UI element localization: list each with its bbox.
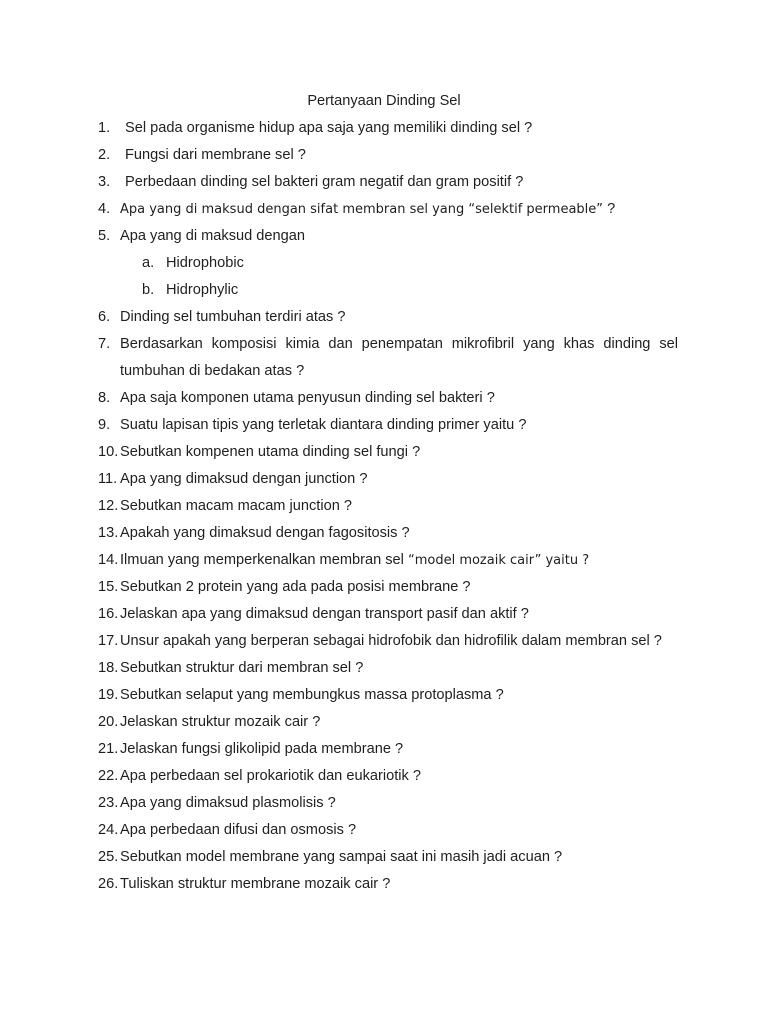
list-item — [98, 439, 678, 466]
item-number: 7. — [98, 336, 111, 352]
item-number: 13. — [98, 525, 119, 541]
list-item — [98, 871, 678, 898]
item-number: 14. — [98, 552, 119, 568]
item-text-quote: “model mozaik cair” yaitu ? — [407, 553, 590, 568]
item-text: Apa saja komponen utama penyusun dinding sel bakteri ? — [120, 390, 495, 406]
item-text: Unsur apakah yang berperan sebagai hidrofobik dan hidrofilik dalam membran sel ? — [120, 633, 662, 649]
item-text: Apa yang di maksud dengan sifat membran sel yang “selektif permeable” — [120, 202, 604, 217]
item-number: 25. — [98, 849, 119, 865]
item-number: 5. — [98, 228, 111, 244]
item-text: Jelaskan fungsi glikolipid pada membrane ? — [120, 741, 404, 757]
item-number: 16. — [98, 606, 119, 622]
item-text: Apa perbedaan sel prokariotik dan eukariotik ? — [120, 768, 421, 784]
sub-list-item — [98, 277, 678, 304]
list-item — [98, 520, 678, 547]
sub-item-text: Hidrophobic — [166, 255, 244, 271]
list-item — [98, 763, 678, 790]
list-item — [98, 601, 678, 628]
list-item — [98, 493, 678, 520]
item-number: 12. — [98, 498, 119, 514]
list-item — [98, 142, 678, 169]
item-text: Apa yang di maksud dengan — [120, 228, 305, 244]
item-text: Dinding sel tumbuhan terdiri atas ? — [120, 309, 346, 325]
item-number: 20. — [98, 714, 119, 730]
item-number: 19. — [98, 687, 119, 703]
list-item — [98, 385, 678, 412]
item-text: Apakah yang dimaksud dengan fagositosis ? — [120, 525, 410, 541]
item-text: Sebutkan selaput yang membungkus massa protoplasma ? — [120, 687, 504, 703]
list-item — [98, 223, 678, 250]
list-item — [98, 628, 678, 655]
item-text: Ilmuan yang memperkenalkan membran sel — [120, 552, 408, 568]
item-text: Apa yang dimaksud plasmolisis ? — [120, 795, 336, 811]
list-item — [98, 466, 678, 493]
item-number: 17. — [98, 633, 119, 649]
item-text: Apa perbedaan difusi dan osmosis ? — [120, 822, 357, 838]
item-number: 15. — [98, 579, 119, 595]
question-list — [98, 115, 678, 898]
list-item — [98, 304, 678, 331]
page-title: Pertanyaan Dinding Sel — [307, 93, 461, 109]
list-item — [98, 709, 678, 736]
item-number: 10. — [98, 444, 119, 460]
item-text: Sebutkan macam macam junction ? — [120, 498, 352, 514]
list-item — [98, 331, 678, 385]
item-number: 18. — [98, 660, 119, 676]
list-item — [98, 790, 678, 817]
item-number: 21. — [98, 741, 119, 757]
list-item — [98, 574, 678, 601]
list-item — [98, 844, 678, 871]
list-item — [98, 547, 678, 574]
item-text: Sel pada organisme hidup apa saja yang memiliki dinding sel ? — [125, 120, 533, 136]
item-number: 9. — [98, 417, 111, 433]
list-item — [98, 682, 678, 709]
item-text: Sebutkan kompenen utama dinding sel fungi ? — [120, 444, 421, 460]
list-item — [98, 412, 678, 439]
item-number: 8. — [98, 390, 111, 406]
sub-item-letter: a. — [142, 255, 155, 271]
item-text: Jelaskan apa yang dimaksud dengan transport pasif dan aktif ? — [120, 606, 529, 622]
item-text: Apa yang dimaksud dengan junction ? — [120, 471, 368, 487]
sub-list-item — [98, 250, 678, 277]
item-number: 23. — [98, 795, 119, 811]
item-text-tail: ? — [603, 201, 616, 217]
item-text: Tuliskan struktur membrane mozaik cair ? — [120, 876, 391, 892]
item-text: Fungsi dari membrane sel ? — [125, 147, 306, 163]
item-text: Suatu lapisan tipis yang terletak diantara dinding primer yaitu ? — [120, 417, 527, 433]
item-number: 24. — [98, 822, 119, 838]
sub-item-letter: b. — [142, 282, 155, 298]
item-text: Perbedaan dinding sel bakteri gram negatif dan gram positif ? — [125, 174, 524, 190]
item-text: Sebutkan model membrane yang sampai saat ini masih jadi acuan ? — [120, 849, 563, 865]
item-text: Jelaskan struktur mozaik cair ? — [120, 714, 321, 730]
list-item — [98, 736, 678, 763]
item-number: 6. — [98, 309, 111, 325]
item-text: Berdasarkan komposisi kimia dan penempatan mikrofibril yang khas dinding sel tumbuhan di bedakan atas ? — [120, 336, 678, 379]
item-number: 1. — [98, 120, 111, 136]
item-text: Sebutkan struktur dari membran sel ? — [120, 660, 364, 676]
item-number: 11. — [98, 471, 118, 487]
item-text: Sebutkan 2 protein yang ada pada posisi membrane ? — [120, 579, 471, 595]
item-number: 22. — [98, 768, 119, 784]
item-number: 3. — [98, 174, 111, 190]
item-number: 26. — [98, 876, 119, 892]
item-number: 4. — [98, 201, 111, 217]
sub-item-text: Hidrophylic — [166, 282, 239, 298]
list-item — [98, 169, 678, 196]
list-item — [98, 115, 678, 142]
list-item — [98, 655, 678, 682]
item-number: 2. — [98, 147, 111, 163]
list-item — [98, 817, 678, 844]
list-item — [98, 196, 678, 223]
